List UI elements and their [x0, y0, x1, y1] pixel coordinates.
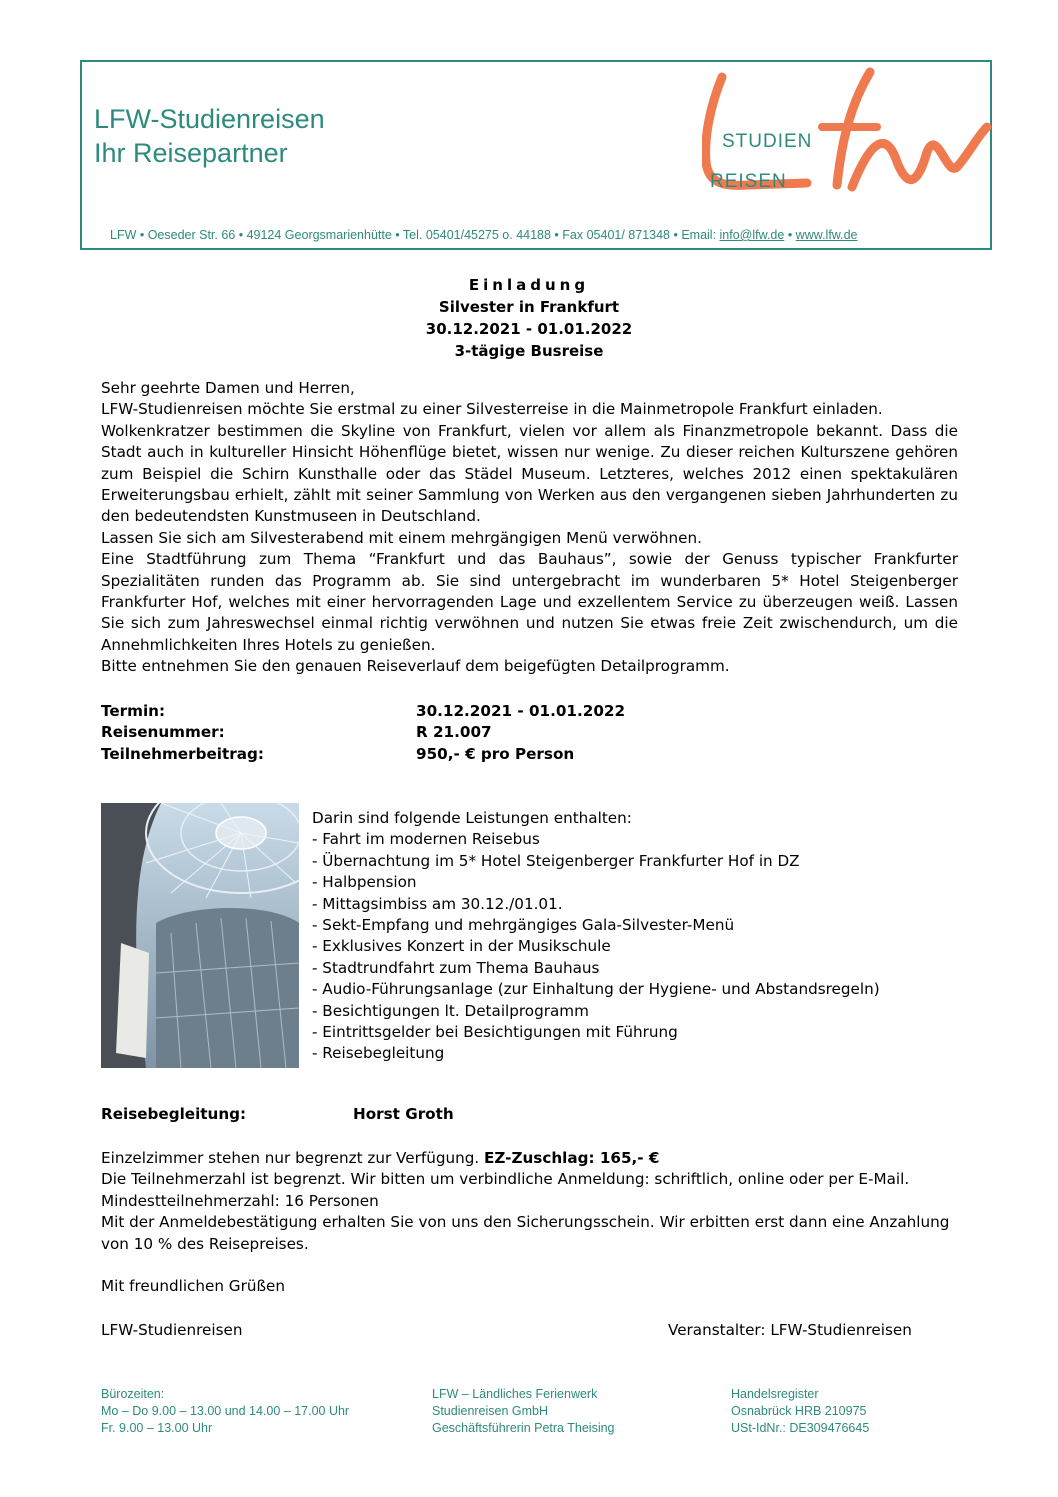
included-services — [312, 808, 880, 1065]
footer-line: Bürozeiten: — [101, 1387, 165, 1401]
address-line — [110, 228, 858, 242]
body-paragraph: Lassen Sie sich am Silvesterabend mit einem mehrgängigen Menü verwöhnen. — [101, 528, 702, 547]
list-item: - Mittagsimbiss am 30.12./01.01. — [312, 894, 563, 913]
brand-line-2: Ihr Reisepartner — [94, 138, 288, 168]
fact-label: Reisenummer: — [101, 723, 225, 742]
list-item: - Stadtrundfahrt zum Thema Bauhaus — [312, 958, 600, 977]
fact-row — [101, 722, 492, 743]
fact-label: Teilnehmerbeitrag: — [101, 744, 264, 763]
logo-word-reisen: REISEN — [710, 171, 787, 192]
footer-line: Handelsregister — [731, 1387, 819, 1401]
footer-office-hours — [101, 1386, 349, 1437]
footer-line: Fr. 9.00 – 13.00 Uhr — [101, 1421, 213, 1435]
footer-line: Osnabrück HRB 210975 — [731, 1404, 867, 1418]
title-event: Silvester in Frankfurt — [438, 298, 620, 316]
brand-line-1: LFW-Studienreisen — [94, 104, 325, 134]
booking-notes — [101, 1148, 951, 1255]
footer-line: Mo – Do 9.00 – 13.00 und 14.00 – 17.00 Uhr — [101, 1404, 350, 1418]
body-paragraph: Bitte entnehmen Sie den genauen Reiseverlauf dem beigefügten Detailprogramm. — [101, 657, 730, 676]
organizer-name: Veranstalter: LFW-Studienreisen — [668, 1321, 912, 1339]
tour-guide — [101, 1105, 454, 1123]
brand-title — [94, 102, 325, 170]
fact-row — [101, 701, 626, 722]
footer-line: Studienreisen GmbH — [432, 1404, 549, 1418]
list-item: - Audio-Führungsanlage (zur Einhaltung der Hygiene- und Abstandsregeln) — [312, 980, 880, 999]
list-item: - Übernachtung im 5* Hotel Steigenberger Frankfurter Hof in DZ — [312, 851, 800, 870]
list-item: - Sekt-Empfang und mehrgängiges Gala-Silvester-Menü — [312, 916, 735, 935]
sender-name: LFW-Studienreisen — [101, 1321, 243, 1339]
footer-line: USt-IdNr.: DE309476645 — [731, 1421, 870, 1435]
header-divider — [80, 248, 992, 250]
note-single-room — [101, 1148, 951, 1169]
title-dates: 30.12.2021 - 01.01.2022 — [425, 320, 633, 338]
list-item: - Exklusives Konzert in der Musikschule — [312, 937, 611, 956]
address-separator: • — [784, 228, 796, 242]
glass-dome-photo — [101, 803, 299, 1068]
logo-word-studien: STUDIEN — [722, 131, 813, 152]
guide-label: Reisebegleitung: — [101, 1105, 247, 1123]
company-logo — [702, 67, 992, 202]
trip-facts — [101, 701, 626, 765]
fact-value: 950,- € pro Person — [416, 744, 575, 763]
guide-name: Horst Groth — [353, 1105, 454, 1123]
salutation: Sehr geehrte Damen und Herren, — [101, 379, 355, 397]
note-minimum: Mindestteilnehmerzahl: 16 Personen — [101, 1191, 379, 1210]
title-einladung: Einladung — [468, 276, 590, 294]
body-paragraph: Wolkenkratzer bestimmen die Skyline von Frankfurt, vielen vor allem als Finanzmetropole bekannt. Dass die Stadt auch in kultureller Hinsicht Höhenflüge bietet, wissen nur wenige. Zu dieser reichen Kulturszene gehören zum Beispiel die Schirn Kunsthalle oder das Städel Museum. Letzteres, welches 2012 einen spektakulären Erweiterungsbau erhielt, zählt mit seiner Sammlung von Werken aus den vergangenen sieben Jahrhunderten zu den bedeutendsten Kunstmuseen in Deutschland. — [101, 421, 958, 526]
invitation-title — [0, 274, 1058, 362]
fact-row — [101, 744, 575, 765]
note-text: Einzelzimmer stehen nur begrenzt zur Verfügung. — [101, 1149, 485, 1167]
fact-value: R 21.007 — [416, 723, 492, 742]
website-link[interactable]: www.lfw.de — [795, 228, 858, 242]
note-participants: Die Teilnehmerzahl ist begrenzt. Wir bitten um verbindliche Anmeldung: schriftlich, online oder per E-Mail. — [101, 1170, 910, 1189]
footer-line: Geschäftsführerin Petra Theising — [432, 1421, 615, 1435]
letter-body — [101, 378, 958, 678]
list-item: - Halbpension — [312, 873, 417, 892]
closing-greeting: Mit freundlichen Grüßen — [101, 1277, 285, 1295]
letterhead — [80, 60, 992, 250]
fact-label: Termin: — [101, 702, 166, 720]
services-intro: Darin sind folgende Leistungen enthalten: — [312, 809, 632, 827]
list-item: - Reisebegleitung — [312, 1044, 445, 1063]
list-item: - Eintrittsgelder bei Besichtigungen mit Führung — [312, 1023, 678, 1042]
footer-company — [432, 1386, 615, 1437]
list-item: - Fahrt im modernen Reisebus — [312, 830, 540, 849]
title-trip-type: 3-tägige Busreise — [454, 342, 604, 360]
note-deposit: Mit der Anmeldebestätigung erhalten Sie von uns den Sicherungsschein. Wir erbitten erst dann eine Anzahlung von 10 % des Reisepreises. — [101, 1213, 950, 1253]
list-item: - Besichtigungen lt. Detailprogramm — [312, 1001, 589, 1020]
body-paragraph: Eine Stadtführung zum Thema “Frankfurt und das Bauhaus”, sowie der Genuss typischer Frankfurter Spezialitäten runden das Programm ab. Sie sind untergebracht im wunderbaren 5* Hotel Steigenberger Frankfurter Hof, welches mit einer hervorragenden Lage und exzellentem Service zu überzeugen weiß. Lassen Sie sich zum Jahreswechsel einmal richtig verwöhnen und nutzen Sie etwas freie Zeit zwischendurch, um die Annehmlichkeiten Ihres Hotels zu genießen. — [101, 550, 958, 654]
footer-registry — [731, 1386, 869, 1437]
address-text: LFW • Oeseder Str. 66 • 49124 Georgsmarienhütte • Tel. 05401/45275 o. 44188 • Fax 05401/ 871348 • Email: — [110, 228, 720, 242]
email-link[interactable]: info@lfw.de — [719, 228, 785, 242]
fact-value: 30.12.2021 - 01.01.2022 — [416, 702, 626, 720]
single-room-surcharge: EZ-Zuschlag: 165,- € — [484, 1149, 660, 1167]
footer-line: LFW – Ländliches Ferienwerk — [432, 1387, 598, 1401]
body-paragraph: LFW-Studienreisen möchte Sie erstmal zu einer Silvesterreise in die Mainmetropole Frankfurt einladen. — [101, 400, 883, 419]
